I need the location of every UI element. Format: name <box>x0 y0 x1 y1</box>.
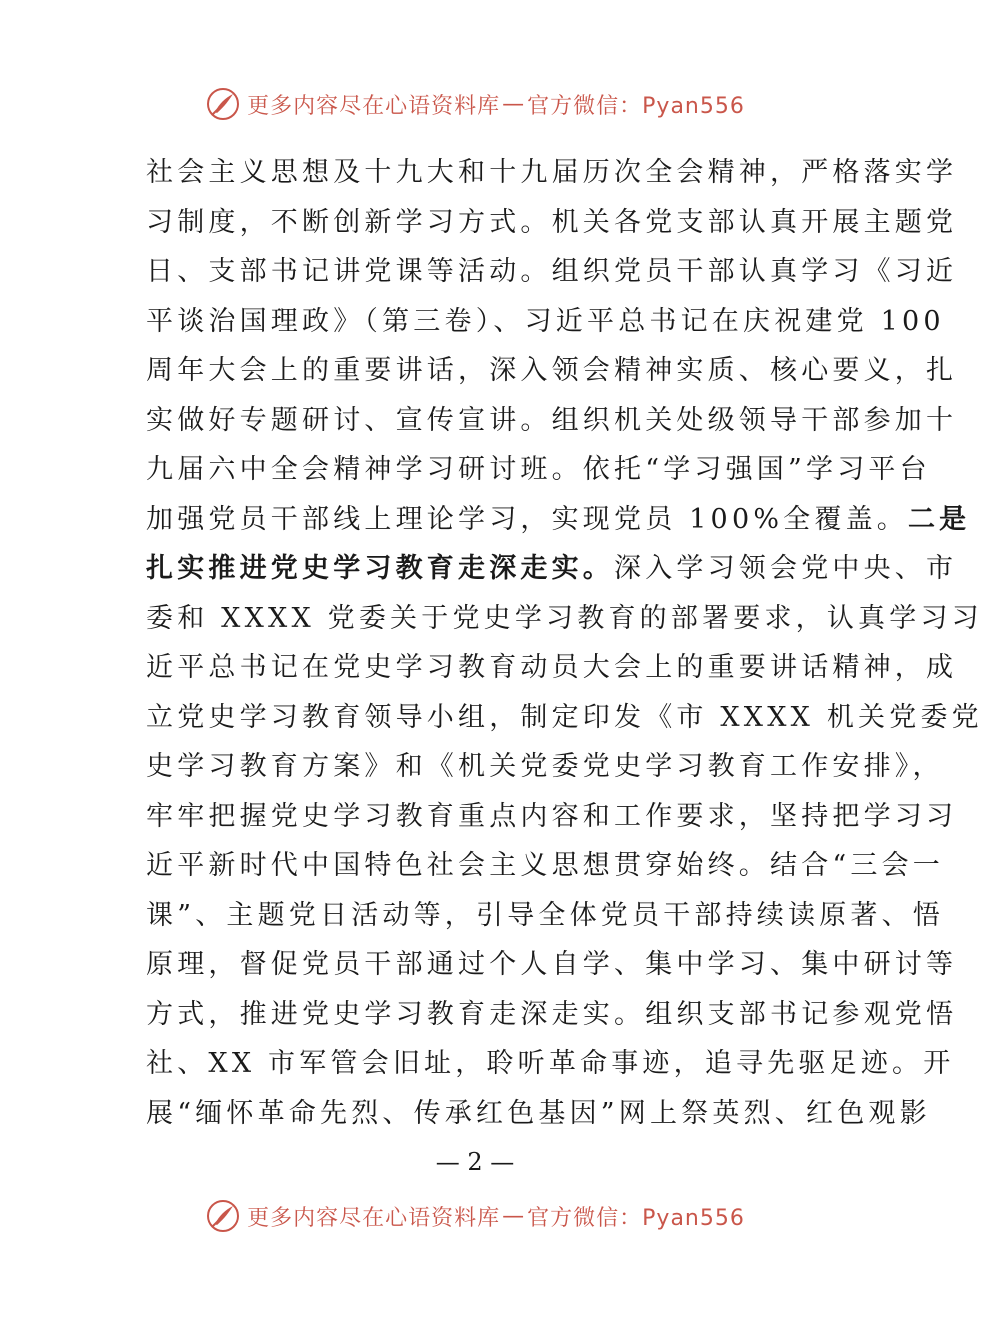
page-number: — 2 — <box>435 1148 515 1176</box>
text-line: 实做好专题研讨、宣传宣讲。组织机关处级领导干部参加十 <box>146 404 958 436</box>
document-body <box>146 148 983 1138</box>
bold-heading-part1: 二是 <box>907 503 971 535</box>
text-line: 社、XX 市军管会旧址，聆听革命事迹，追寻先驱足迹。开 <box>146 1048 955 1079</box>
watermark-separator: — <box>502 1203 526 1229</box>
text-line: 课”、主题党日活动等，引导全体党员干部持续读原著、悟 <box>146 899 945 931</box>
quill-logo-icon <box>205 1198 241 1234</box>
watermark-header <box>0 86 950 122</box>
text-line: 方式，推进党史学习教育走深走实。组织支部书记参观党悟 <box>146 998 958 1030</box>
text-line: 展“缅怀革命先烈、传承红色基因”网上祭英烈、红色观影 <box>146 1097 931 1129</box>
watermark-text: 更多内容尽在心语资料库 <box>247 1205 501 1231</box>
text-line-with-heading <box>146 544 958 594</box>
text-line: 史学习教育方案》和《机关党委党史学习教育工作安排》， <box>146 751 944 782</box>
text-line: 平谈治国理政》（第三卷）、习近平总书记在庆祝建党 100 <box>146 305 945 337</box>
text-line: 委和 XXXX 党委关于党史学习教育的部署要求，认真学习习 <box>146 602 983 634</box>
text-line: 近平新时代中国特色社会主义思想贯穿始终。结合“三会一 <box>146 850 945 881</box>
quill-logo-icon <box>205 86 241 122</box>
text-segment: 深入学习领会党中央、市 <box>614 553 958 584</box>
text-line: 习制度，不断创新学习方式。机关各党支部认真开展主题党 <box>146 206 958 238</box>
text-line: 原理，督促党员干部通过个人自学、集中学习、集中研讨等 <box>146 949 958 980</box>
text-line: 社会主义思想及十九大和十九届历次全会精神，严格落实学 <box>146 157 958 188</box>
watermark-contact: 官方微信：Pyan556 <box>527 1205 745 1231</box>
text-line: 周年大会上的重要讲话，深入领会精神实质、核心要义，扎 <box>146 355 958 386</box>
watermark-footer <box>0 1198 950 1234</box>
bold-heading-part2: 扎实推进党史学习教育走深走实。 <box>146 553 614 584</box>
text-line: 牢牢把握党史学习教育重点内容和工作要求，坚持把学习习 <box>146 800 958 832</box>
text-segment: 加强党员干部线上理论学习，实现党员 100%全覆盖。 <box>146 503 908 535</box>
text-line: 近平总书记在党史学习教育动员大会上的重要讲话精神，成 <box>146 652 958 683</box>
text-line: 立党史学习教育领导小组，制定印发《市 XXXX 机关党委党 <box>146 701 983 733</box>
text-line-with-heading-start <box>146 495 971 545</box>
text-line: 九届六中全会精神学习研讨班。依托“学习强国”学习平台 <box>146 454 931 485</box>
watermark-separator: — <box>502 91 526 117</box>
watermark-contact: 官方微信：Pyan556 <box>527 93 745 119</box>
text-line: 日、支部书记讲党课等活动。组织党员干部认真学习《习近 <box>146 256 958 287</box>
watermark-text: 更多内容尽在心语资料库 <box>247 93 501 119</box>
